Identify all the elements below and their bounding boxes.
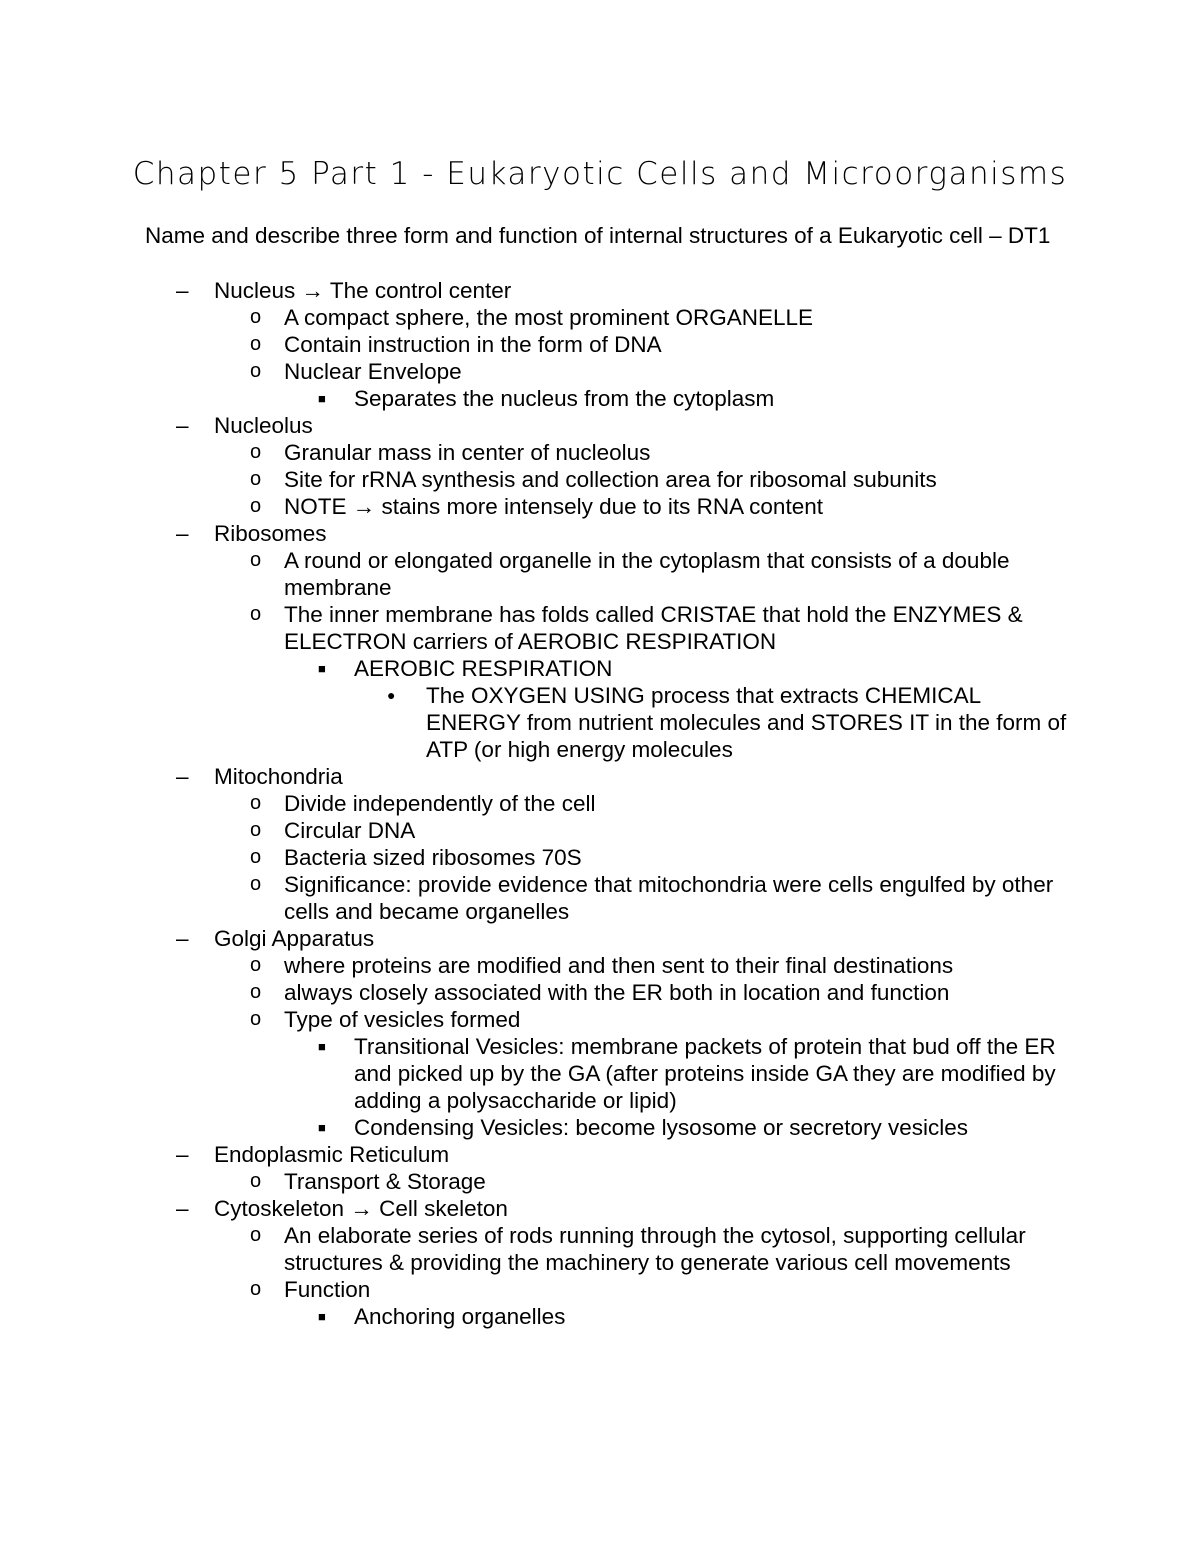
outline-list [145,277,1075,1330]
bullet-marker: o [250,441,262,463]
outline-item-text: Nucleolus [214,413,313,438]
question-prompt: Name and describe three form and function of internal structures of a Eukaryotic cell – DT1 [145,223,1051,248]
outline-sublist [214,1222,1075,1330]
outline-item-text: Condensing Vesicles: become lysosome or secretory vesicles [354,1115,969,1140]
outline-item-text: Circular DNA [284,818,416,843]
outline-item-level2 [214,358,1075,412]
outline-item-text: Golgi Apparatus [214,926,375,951]
outline-item-text: Nucleus → The control center [214,278,512,303]
outline-item-level3 [284,655,1075,763]
outline-item-level2 [214,871,1075,925]
outline-item-text: Anchoring organelles [354,1304,566,1329]
bullet-marker: – [176,764,189,789]
bullet-marker: ■ [318,661,326,676]
outline-item-level3 [284,1033,1075,1114]
bullet-marker: – [176,1196,189,1221]
outline-sublist [214,790,1075,925]
outline-item-level2 [214,439,1075,466]
outline-item-text: Function [284,1277,371,1302]
outline-item-text: Separates the nucleus from the cytoplasm [354,386,775,411]
outline-item-text: The OXYGEN USING process that extracts CHEMICAL ENERGY from nutrient molecules and STORES IT in the form of ATP (or high energy molecules [426,683,1067,762]
outline-sublist [214,547,1075,763]
outline-item-text: Mitochondria [214,764,343,789]
outline-item-text: NOTE → stains more intensely due to its RNA content [284,494,823,519]
bullet-marker: o [250,792,262,814]
outline-item-level4 [354,682,1075,763]
outline-item-text: A round or elongated organelle in the cytoplasm that consists of a double membrane [284,548,1010,600]
bullet-marker: o [250,1224,262,1246]
outline-item-text: Transport & Storage [284,1169,486,1194]
bullet-marker: o [250,549,262,571]
outline-item-text: The inner membrane has folds called CRISTAE that hold the ENZYMES & ELECTRON carriers of AEROBIC RESPIRATION [284,602,1023,654]
bullet-marker: o [250,1170,262,1192]
outline-sublist [214,304,1075,412]
outline-sublist [214,439,1075,520]
outline-sublist [284,655,1075,763]
bullet-marker: o [250,495,262,517]
bullet-marker: o [250,954,262,976]
outline-item-text: Ribosomes [214,521,327,546]
bullet-marker: – [176,926,189,951]
bullet-marker: o [250,333,262,355]
outline-item-level1 [145,1141,1075,1195]
outline-item-level2 [214,601,1075,763]
bullet-marker: o [250,603,262,625]
bullet-marker: – [176,413,189,438]
outline-sublist [284,1303,1075,1330]
bullet-marker: ● [387,687,396,703]
outline-item-level2 [214,1006,1075,1141]
outline-item-level1 [145,1195,1075,1330]
bullet-marker: ■ [318,391,326,406]
outline-sublist [214,1168,1075,1195]
outline-item-level2 [214,844,1075,871]
outline-item-text: Type of vesicles formed [284,1007,521,1032]
bullet-marker: ■ [318,1309,326,1324]
outline-item-text: An elaborate series of rods running through the cytosol, supporting cellular structures & providing the machinery to generate various cell movements [284,1223,1026,1275]
outline-item-level2 [214,547,1075,601]
outline-item-text: always closely associated with the ER both in location and function [284,980,950,1005]
bullet-marker: – [176,278,189,303]
outline-item-text: Transitional Vesicles: membrane packets of protein that bud off the ER and picked up by the GA (after proteins inside GA they are modified by adding a polysaccharide or lipid) [354,1034,1056,1113]
bullet-marker: o [250,873,262,895]
bullet-marker: o [250,360,262,382]
bullet-marker: o [250,981,262,1003]
outline-item-level2 [214,331,1075,358]
outline-item-level2 [214,1168,1075,1195]
bullet-marker: – [176,1142,189,1167]
outline-item-text: Site for rRNA synthesis and collection area for ribosomal subunits [284,467,937,492]
outline-item-text: Cytoskeleton → Cell skeleton [214,1196,508,1221]
outline-sublist [284,1033,1075,1141]
bullet-marker: o [250,846,262,868]
document-title: Chapter 5 Part 1 - Eukaryotic Cells and Microorganisms [132,156,1068,192]
bullet-marker: o [250,1008,262,1030]
outline-item-text: Bacteria sized ribosomes 70S [284,845,582,870]
outline-item-text: Granular mass in center of nucleolus [284,440,651,465]
bullet-marker: ■ [318,1120,326,1135]
outline-item-level1 [145,763,1075,925]
outline-item-level2 [214,1222,1075,1276]
bullet-marker: ■ [318,1039,326,1054]
outline-item-level2 [214,790,1075,817]
outline-item-level2 [214,304,1075,331]
outline-item-level2 [214,952,1075,979]
outline-item-text: Divide independently of the cell [284,791,596,816]
bullet-marker: – [176,521,189,546]
outline-item-text: Significance: provide evidence that mitochondria were cells engulfed by other cells and became organelles [284,872,1054,924]
bullet-marker: o [250,306,262,328]
outline-item-level2 [214,979,1075,1006]
outline-sublist [354,682,1075,763]
document-body [145,222,1075,1330]
outline-item-text: Contain instruction in the form of DNA [284,332,662,357]
outline-item-level3 [284,385,1075,412]
bullet-marker: o [250,819,262,841]
outline-item-text: A compact sphere, the most prominent ORGANELLE [284,305,813,330]
outline-item-level1 [145,925,1075,1141]
outline-item-text: Endoplasmic Reticulum [214,1142,450,1167]
outline-item-level1 [145,520,1075,763]
outline-item-level2 [214,817,1075,844]
outline-item-level2 [214,493,1075,520]
outline-item-level3 [284,1114,1075,1141]
outline-item-level1 [145,412,1075,520]
outline-item-level2 [214,1276,1075,1330]
outline-item-level3 [284,1303,1075,1330]
outline-item-level2 [214,466,1075,493]
outline-item-text: Nuclear Envelope [284,359,462,384]
bullet-marker: o [250,1278,262,1300]
bullet-marker: o [250,468,262,490]
outline-sublist [284,385,1075,412]
outline-item-text: where proteins are modified and then sent to their final destinations [284,953,954,978]
outline-item-text: AEROBIC RESPIRATION [354,656,613,681]
outline-item-level1 [145,277,1075,412]
outline-sublist [214,952,1075,1141]
